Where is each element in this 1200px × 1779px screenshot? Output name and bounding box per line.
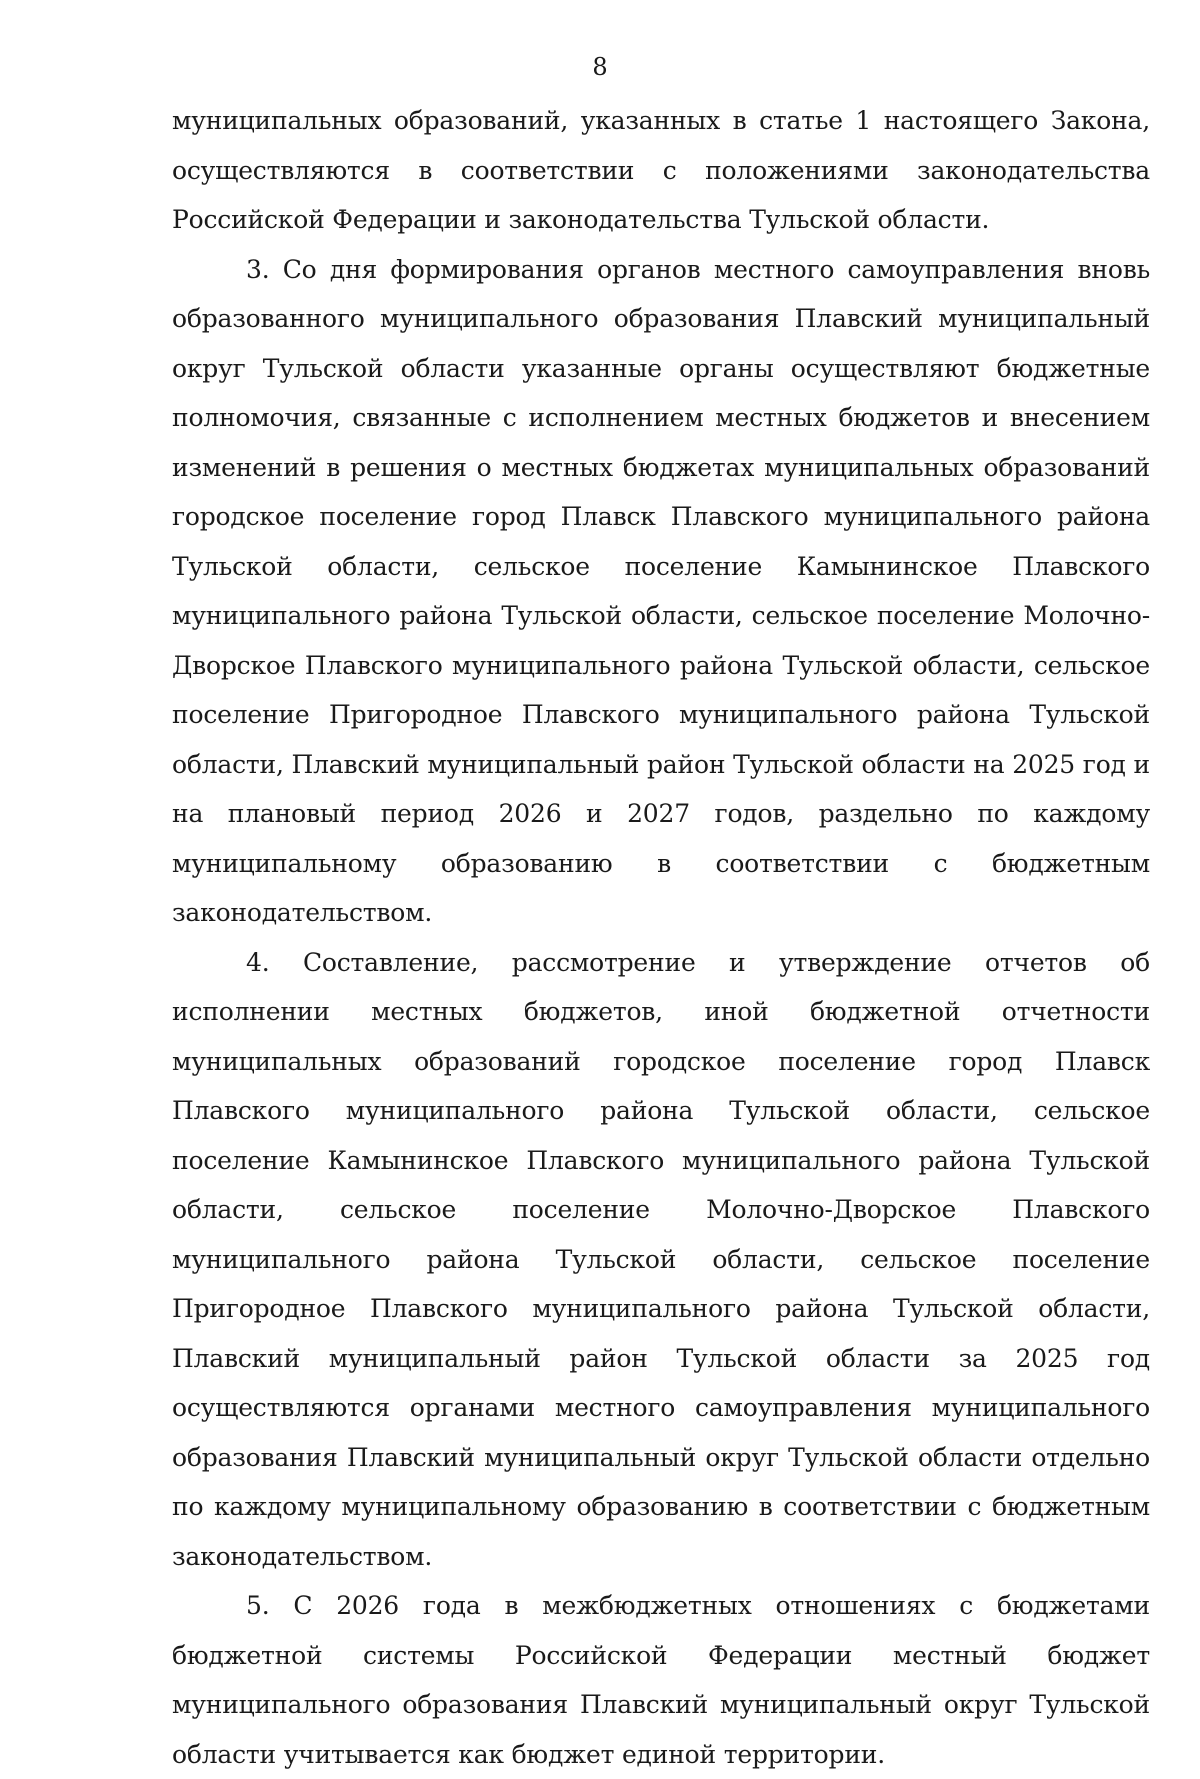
paragraph-item-4: 4. Составление, рассмотрение и утверждение отчетов об исполнении местных бюджетов, иной бюджетной отчетности муниципальных образований городское поселение город Плавск Плавского муниципального района Тульской области, сельское поселение Камынинское Плавского муниципального района Тульской области, сельское поселение Молочно-Дворское Плавского муниципального района Тульской области, сельское поселение Пригородное Плавского муниципального района Тульской области, Плавский муниципальный район Тульской области за 2025 год осуществляются органами местного самоуправления муниципального образования Плавский муниципальный округ Тульской области отдельно по каждому муниципальному образованию в соответствии с бюджетным законодательством. bbox=[172, 947, 1150, 1571]
page-number: 8 bbox=[592, 53, 608, 81]
document-body bbox=[172, 96, 1150, 1779]
paragraph-item-5: 5. С 2026 года в межбюджетных отношениях с бюджетами бюджетной системы Российской Федерации местный бюджет муниципального образования Плавский муниципальный округ Тульской области учитывается как бюджет единой территории. bbox=[172, 1591, 1150, 1769]
paragraph-item-3: 3. Со дня формирования органов местного самоуправления вновь образованного муниципального образования Плавский муниципальный округ Тульской области указанные органы осуществляют бюджетные полномочия, связанные с исполнением местных бюджетов и внесением изменений в решения о местных бюджетах муниципальных образований городское поселение город Плавск Плавского муниципального района Тульской области, сельское поселение Камынинское Плавского муниципального района Тульской области, сельское поселение Молочно-Дворское Плавского муниципального района Тульской области, сельское поселение Пригородное Плавского муниципального района Тульской области, Плавский муниципальный район Тульской области на 2025 год и на плановый период 2026 и 2027 годов, раздельно по каждому муниципальному образованию в соответствии с бюджетным законодательством. bbox=[172, 254, 1150, 927]
paragraph-continuation: муниципальных образований, указанных в статье 1 настоящего Закона, осуществляются в соответствии с положениями законодательства Российской Федерации и законодательства Тульской области. bbox=[172, 106, 1150, 234]
